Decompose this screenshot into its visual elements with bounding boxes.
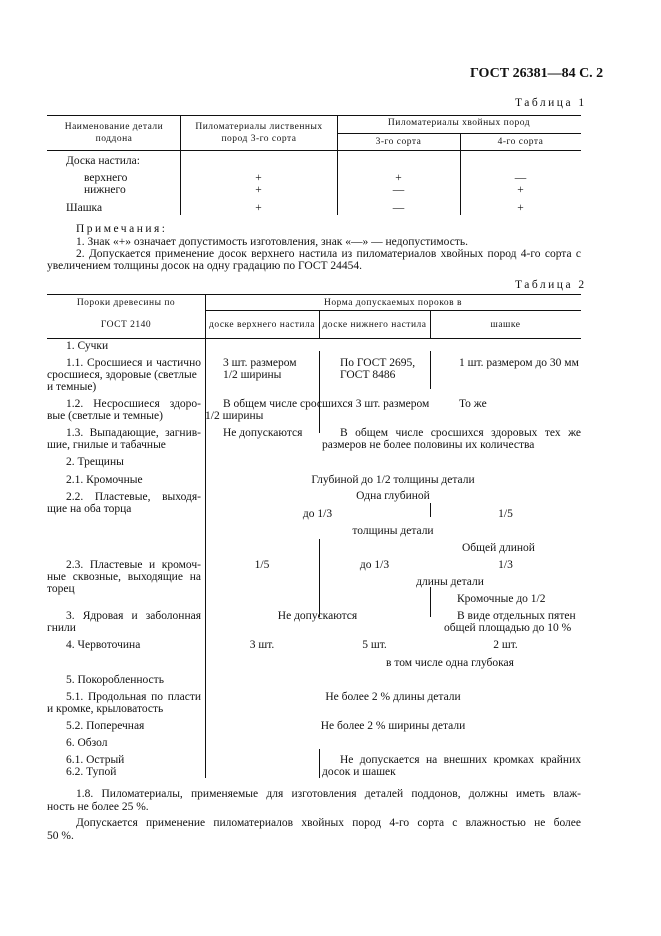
- row-1-1: 1.1. Сросшиеся и частично: [66, 357, 201, 369]
- note-2-cont: увеличением толщины досок на одну градацию по ГОСТ 24454.: [47, 260, 363, 272]
- cell: размеров не более половины их количества: [322, 439, 535, 451]
- paragraph-1-8-cont: ность не более 25 %.: [47, 801, 149, 813]
- cell: 1/3: [498, 559, 513, 571]
- row-1-1-line2: сросшиеся, здоровые (светлые: [47, 369, 197, 381]
- row-1-3-line2: шие, гнилые и табачные: [47, 439, 166, 451]
- cell: В общем числе сросшихся здоровых тех же: [340, 427, 581, 439]
- table2-col-gost: ГОСТ 2140: [100, 320, 152, 330]
- cell: до 1/3: [302, 508, 333, 520]
- table1-col-softwood: Пиломатериалы хвойных пород: [387, 118, 531, 128]
- cell: Не допускаются: [223, 427, 303, 439]
- cell: длины детали: [416, 576, 484, 588]
- row-6-2: 6.2. Тупой: [66, 766, 117, 778]
- table1-caption: Таблица 1: [515, 97, 587, 109]
- row-rot: 3. Ядровая и заболонная: [66, 610, 201, 622]
- notes-title: Примечания:: [76, 223, 168, 235]
- cell: досок и шашек: [322, 766, 396, 778]
- row-1-2-line2: вые (светлые и темные): [47, 410, 163, 422]
- table1-col-hardwood: Пиломатериалы лиственных пород 3-го сорта: [195, 122, 323, 144]
- cell: То же: [459, 398, 487, 410]
- row-5-2: 5.2. Поперечная: [66, 720, 145, 732]
- table1-cell: +: [255, 172, 262, 184]
- page-header: ГОСТ 26381—84 С. 2: [470, 66, 604, 81]
- table1-cell: +: [517, 184, 524, 196]
- table1-col-part-name: Наименование детали поддона: [64, 122, 164, 144]
- cell: 1/2 ширины: [205, 410, 264, 422]
- cell: В виде отдельных пятен: [457, 610, 576, 622]
- row-2-3: 2.3. Пластевые и кромоч-: [66, 559, 201, 571]
- row-knots: 1. Сучки: [66, 340, 109, 352]
- table2-caption: Таблица 2: [515, 279, 587, 291]
- row-2-3-line2: ные сквозные, выходящие на: [47, 571, 201, 583]
- row-wormholes: 4. Червоточина: [66, 639, 141, 651]
- table1-cell: —: [392, 184, 405, 196]
- cell: 1/2 ширины: [223, 369, 282, 381]
- cell: В общем числе сросшихся 3 шт. размером: [223, 398, 430, 410]
- cell: По ГОСТ 2695,: [340, 357, 416, 369]
- paragraph-2-cont: 50 %.: [47, 830, 74, 842]
- table1-col-grade3: 3-го сорта: [375, 137, 422, 147]
- table1-cell: +: [255, 202, 262, 214]
- table1-cell: +: [255, 184, 262, 196]
- paragraph-1-8: 1.8. Пиломатериалы, применяемые для изготовления деталей поддонов, должны иметь влаж-: [76, 788, 581, 800]
- cell: 5 шт.: [362, 639, 387, 651]
- row-5-1: 5.1. Продольная по пласти: [66, 691, 201, 703]
- table1-row-board: Доска настила:: [66, 155, 140, 167]
- paragraph-2: Допускается применение пиломатериалов хвойных пород 4-го сорта с влажностью не более: [76, 817, 581, 829]
- cell: до 1/3: [359, 559, 390, 571]
- cell: Одна глубиной: [356, 490, 430, 502]
- row-6-1: 6.1. Острый: [66, 754, 125, 766]
- cell: толщины детали: [352, 525, 434, 537]
- cell: Глубиной до 1/2 толщины детали: [311, 474, 475, 486]
- cell: 1 шт. размером до 30 мм: [459, 357, 579, 369]
- cell: Не более 2 % ширины детали: [320, 720, 466, 732]
- table1-row-bottom: нижнего: [84, 184, 126, 196]
- row-1-3: 1.3. Выпадающие, загнив-: [66, 427, 201, 439]
- cell: Кромочные до 1/2: [457, 593, 546, 605]
- table2-col-top-board: доске верхнего настила: [209, 320, 315, 330]
- table1-row-block: Шашка: [66, 202, 103, 214]
- cell: 2 шт.: [493, 639, 518, 651]
- table2-col-defects: Пороки древесины по: [76, 298, 176, 308]
- table2-col-block: шашке: [490, 320, 521, 330]
- row-cracks: 2. Трещины: [66, 456, 124, 468]
- row-1-1-line3: и темные): [47, 381, 97, 393]
- cell: в том числе одна глубокая: [386, 657, 514, 669]
- note-1: 1. Знак «+» означает допустимость изготовления, знак «—» — недопустимость.: [76, 236, 468, 248]
- cell: 1/5: [254, 559, 270, 571]
- cell: Не допускается на внешних кромках крайних: [340, 754, 581, 766]
- table1-cell: +: [517, 202, 524, 214]
- note-2: 2. Допускается применение досок верхнего настила из пиломатериалов хвойных пород 4-го сорта с: [76, 248, 581, 260]
- table1-cell: —: [514, 172, 527, 184]
- cell: 1/5: [498, 508, 513, 520]
- row-2-2-line2: щие на оба торца: [47, 503, 132, 515]
- row-warp: 5. Покоробленность: [66, 674, 164, 686]
- cell: 3 шт.: [249, 639, 275, 651]
- table1-cell: —: [392, 202, 405, 214]
- table2-col-bottom-board: доске нижнего настила: [322, 320, 427, 330]
- cell: Не более 2 % длины детали: [325, 691, 461, 703]
- table1-row-top: верхнего: [84, 172, 128, 184]
- cell: ГОСТ 8486: [340, 369, 396, 381]
- table1-col-grade4: 4-го сорта: [497, 137, 544, 147]
- cell: Общей длиной: [462, 542, 535, 554]
- row-rot-line2: гнили: [47, 622, 76, 634]
- table1-cell: +: [395, 172, 402, 184]
- row-2-3-line3: торец: [47, 583, 75, 595]
- row-2-1: 2.1. Кромочные: [66, 474, 143, 486]
- cell: общей площадью до 10 %: [444, 622, 572, 634]
- row-wane: 6. Обзол: [66, 737, 108, 749]
- cell: Не допускаются: [277, 610, 358, 622]
- row-2-2: 2.2. Пластевые, выходя-: [66, 491, 201, 503]
- row-5-1-line2: и кромке, крыловатость: [47, 703, 164, 715]
- row-1-2: 1.2. Несросшиеся здоро-: [66, 398, 201, 410]
- table2-col-norm: Норма допускаемых пороков в: [324, 298, 462, 308]
- cell: 3 шт. размером: [223, 357, 297, 369]
